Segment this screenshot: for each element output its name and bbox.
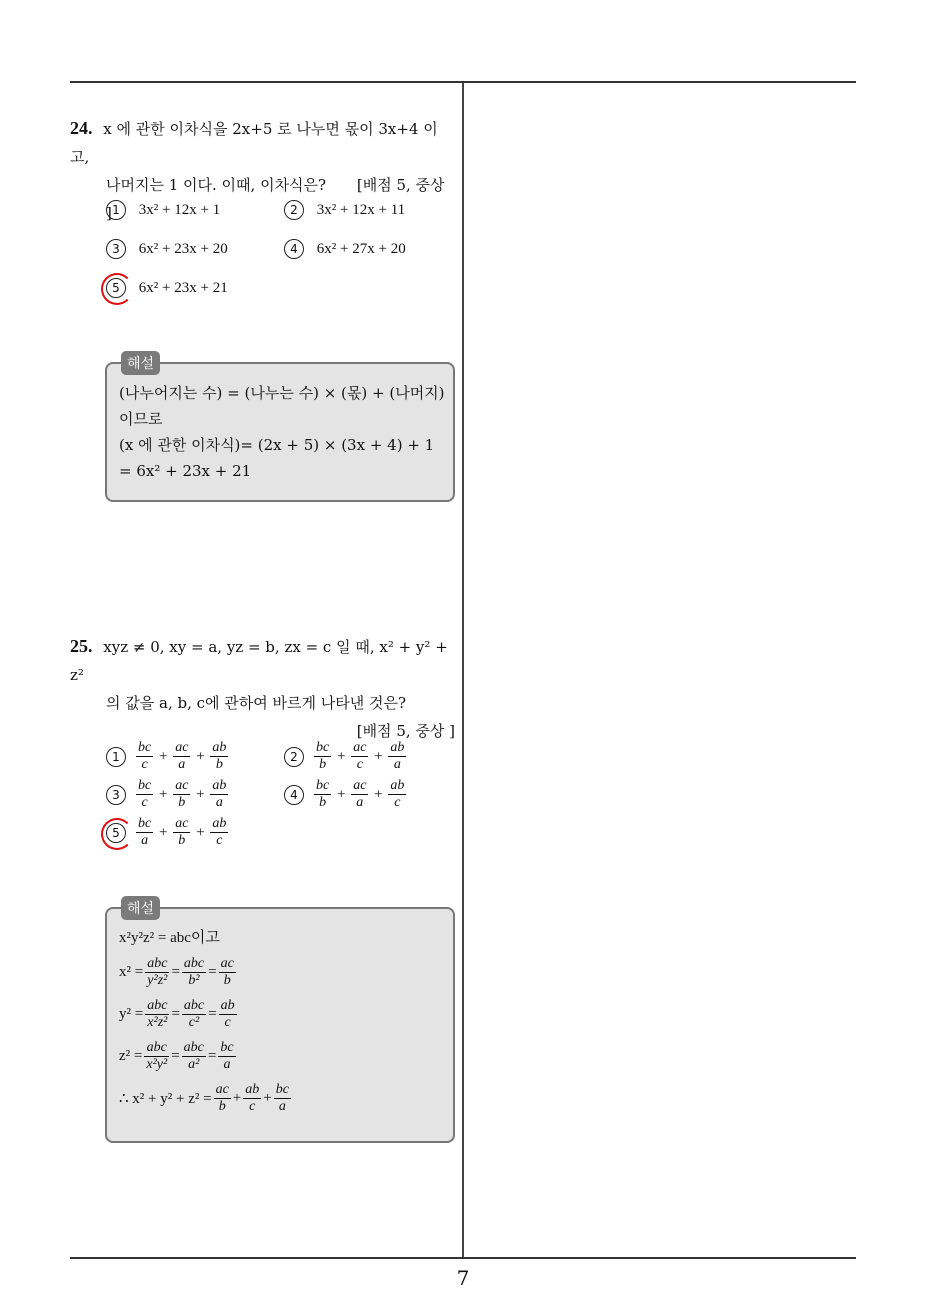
numerator: bc [275, 1081, 289, 1097]
numerator: ac [175, 816, 189, 831]
choice-number-mark [284, 785, 304, 805]
numerator: abc [147, 997, 168, 1013]
problem-25-meta: [배점 5, 중상 ] [356, 722, 455, 740]
solution-tag: 해설 [121, 351, 160, 375]
choice-text: 6x² + 27x + 20 [316, 241, 406, 257]
equals-sign: = [171, 1005, 180, 1022]
problem-25-line1 [70, 632, 455, 689]
fraction [274, 1082, 291, 1115]
choice-number-text: 5 [112, 825, 120, 840]
problem-24-choices [106, 200, 456, 310]
fraction [136, 816, 153, 849]
choice-text: 3x² + 12x + 1 [138, 202, 221, 218]
choice-number-mark: 2 [284, 200, 304, 220]
fraction [145, 956, 169, 989]
plus-sign: + [192, 786, 209, 803]
fraction [210, 778, 228, 811]
denominator: b² [188, 972, 200, 988]
choice-25-4[interactable] [284, 778, 408, 811]
fraction [351, 778, 368, 811]
fraction [314, 740, 331, 773]
plus-sign: + [370, 786, 387, 803]
fraction [173, 778, 190, 811]
denominator: c [141, 757, 148, 772]
denominator: a [393, 757, 401, 772]
plus-sign: + [370, 748, 387, 765]
denominator: b [319, 795, 327, 810]
choice-number-text: 4 [290, 787, 298, 802]
denominator: c [394, 795, 401, 810]
denominator: a [141, 833, 149, 848]
choice-25-2[interactable] [284, 740, 408, 773]
fraction [219, 956, 236, 989]
numerator: ab [212, 740, 227, 755]
equals-sign: = [208, 1005, 217, 1022]
choice-24-5[interactable] [106, 278, 228, 298]
page-number: 7 [456, 1266, 470, 1290]
denominator: b [223, 972, 231, 988]
choice-25-3[interactable] [106, 778, 230, 811]
numerator: ac [175, 740, 189, 755]
solution-equation-row [107, 1035, 453, 1077]
numerator: abc [183, 1039, 204, 1055]
solution-equation-row [107, 951, 453, 993]
choice-25-1[interactable] [106, 740, 230, 773]
choice-number-mark [106, 823, 126, 843]
fraction [243, 1082, 261, 1115]
fraction [173, 740, 190, 773]
denominator: c [356, 757, 363, 772]
conclusion-prefix: ∴ x² + y² + z² = [119, 1090, 212, 1107]
denominator: b [178, 795, 186, 810]
numerator: ab [212, 816, 227, 831]
denominator: c [141, 795, 148, 810]
fraction [182, 1040, 206, 1073]
choice-number-mark [106, 747, 126, 767]
fraction [210, 816, 228, 849]
fraction [182, 998, 206, 1031]
denominator: y²z² [147, 972, 168, 988]
numerator: abc [144, 1040, 169, 1057]
equals-sign: = [171, 963, 180, 980]
choice-number-mark [284, 747, 304, 767]
plus-sign: + [192, 824, 209, 841]
numerator: abc [183, 997, 205, 1013]
choice-number-mark [106, 278, 126, 298]
plus-sign: + [232, 1089, 242, 1106]
denominator: c² [188, 1014, 200, 1030]
choice-25-5[interactable] [106, 816, 230, 849]
numerator: bc [316, 740, 330, 755]
solution-box-24 [105, 356, 455, 502]
numerator: ab [212, 778, 227, 793]
choice-24-3[interactable] [106, 239, 228, 259]
problem-25-number: 25. [70, 636, 93, 656]
choice-number-mark: 4 [284, 239, 304, 259]
problem-25 [70, 632, 455, 745]
denominator: a [215, 795, 223, 810]
solution-conclusion [107, 1077, 453, 1119]
problem-25-choices [106, 740, 456, 860]
numerator: bc [220, 1039, 234, 1055]
numerator: ac [220, 955, 234, 971]
choice-24-1[interactable] [106, 200, 220, 220]
solution-line: (x 에 관한 이차식)= (2x + 5) × (3x + 4) + 1 [119, 436, 435, 454]
equation-lhs: z² = [119, 1047, 143, 1064]
equals-sign: = [207, 1047, 217, 1064]
plus-sign: + [155, 748, 172, 765]
solution-line: x²y²z² = abc이고 [119, 930, 220, 946]
problem-24-number: 24. [70, 118, 93, 138]
problem-24-stem-1: x 에 관한 이차식을 2x+5 로 나누면 몫이 3x+4 이고, [70, 120, 438, 166]
fraction [136, 778, 153, 811]
denominator: c [224, 1014, 231, 1030]
fraction [218, 1040, 235, 1073]
solution-tag: 해설 [121, 896, 160, 920]
problem-25-stem-1: xyz ≠ 0, xy = a, yz = b, zx = c 일 때, x² + y² + z² [70, 638, 448, 684]
numerator: ab [390, 740, 405, 755]
numerator: ac [353, 778, 367, 793]
plus-sign: + [192, 748, 209, 765]
answer-circle-mark [101, 273, 133, 305]
choice-number-mark: 1 [106, 200, 126, 220]
solution-box-25 [105, 901, 455, 1143]
denominator: b [319, 757, 327, 772]
denominator: c [249, 1098, 256, 1114]
numerator: ac [353, 740, 367, 755]
equation-lhs: x² = [119, 963, 144, 980]
choice-number-text: 2 [290, 749, 298, 764]
fraction [145, 998, 169, 1031]
numerator: ab [390, 778, 405, 793]
fraction [314, 778, 331, 811]
choice-number-text: 1 [112, 749, 120, 764]
numerator: abc [147, 955, 168, 971]
fraction [136, 740, 153, 773]
equation-lhs: y² = [119, 1005, 144, 1022]
numerator: ab [220, 997, 235, 1013]
denominator: b [218, 1098, 226, 1114]
fraction [210, 740, 228, 773]
fraction [351, 740, 368, 773]
numerator: bc [316, 778, 330, 793]
choice-number-mark [106, 785, 126, 805]
choice-text: 6x² + 23x + 21 [138, 280, 228, 296]
denominator: c [216, 833, 223, 848]
fraction [219, 998, 237, 1031]
choice-number-text: 3 [112, 787, 120, 802]
denominator: a [223, 1056, 231, 1072]
solution-rows [107, 951, 453, 1077]
fraction [388, 778, 406, 811]
numerator: bc [138, 816, 152, 831]
choice-text: 3x² + 12x + 11 [316, 202, 406, 218]
plus-sign: + [155, 786, 172, 803]
choice-24-4[interactable] [284, 239, 406, 259]
choice-number-text: 5 [112, 281, 120, 295]
solution-line: = 6x² + 23x + 21 [119, 462, 252, 480]
answer-circle-mark [101, 818, 133, 850]
denominator: a [356, 795, 364, 810]
denominator: a [278, 1098, 286, 1114]
plus-sign: + [333, 786, 350, 803]
fraction [144, 1040, 169, 1073]
denominator: b [215, 757, 223, 772]
plus-sign: + [155, 824, 172, 841]
numerator: ac [175, 778, 189, 793]
denominator: x²y² [146, 1056, 168, 1072]
equals-sign: = [171, 1047, 180, 1064]
choice-text: 6x² + 23x + 20 [138, 241, 228, 257]
problem-24-stem-2: 나머지는 1 이다. 이때, 이차식은? [106, 176, 327, 194]
numerator: bc [138, 740, 152, 755]
choice-number-mark: 3 [106, 239, 126, 259]
plus-sign: + [333, 748, 350, 765]
problem-25-line2 [70, 689, 455, 717]
fraction [388, 740, 406, 773]
column-divider [462, 83, 464, 1257]
solution-line: 이므로 [119, 410, 163, 428]
numerator: bc [138, 778, 152, 793]
numerator: abc [183, 955, 205, 971]
solution-line: (나누어지는 수) = (나누는 수) × (몫) + (나머지) [119, 384, 445, 402]
problem-24-meta: [배점 5, 중상 ] [106, 176, 445, 222]
choice-24-2[interactable] [284, 200, 405, 220]
fraction [173, 816, 190, 849]
numerator: ac [215, 1081, 229, 1097]
problem-24-line1 [70, 114, 455, 171]
denominator: a² [188, 1056, 200, 1072]
problem-25-stem-2: 의 값을 a, b, c에 관하여 바르게 나타낸 것은? [106, 694, 407, 712]
denominator: x²z² [147, 1014, 168, 1030]
numerator: ab [245, 1081, 260, 1097]
plus-sign: + [263, 1089, 272, 1106]
denominator: a [178, 757, 186, 772]
bottom-rule [70, 1257, 856, 1259]
fraction [182, 956, 206, 989]
denominator: b [178, 833, 186, 848]
fraction [214, 1082, 231, 1115]
solution-equation-row [107, 993, 453, 1035]
equals-sign: = [208, 963, 217, 980]
